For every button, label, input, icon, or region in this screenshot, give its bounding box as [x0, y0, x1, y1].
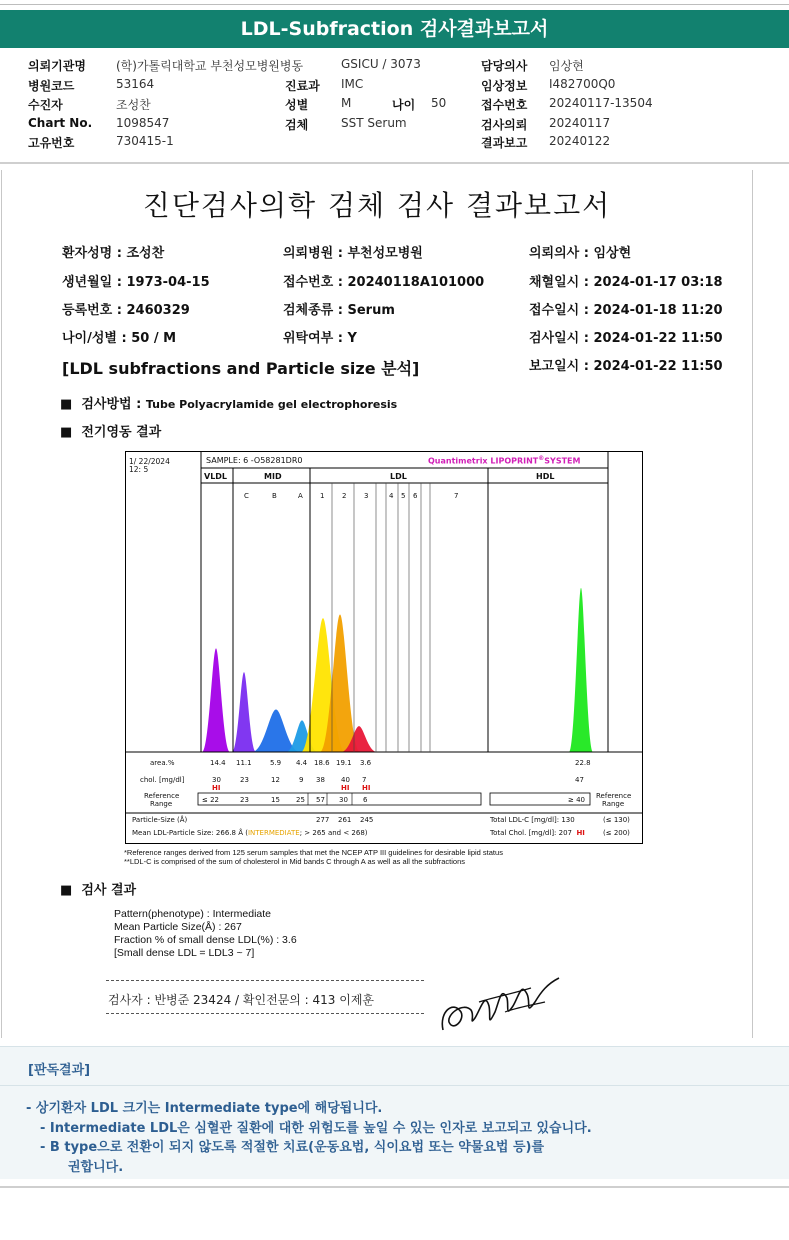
total-chol-line	[490, 829, 585, 837]
area-value: 4.4	[296, 759, 308, 767]
report-field: 생년월일 : 1973-04-15	[62, 275, 210, 290]
field-value: SST Serum	[341, 116, 407, 130]
field-label: 진료과	[285, 79, 320, 93]
band-label: 6	[413, 492, 418, 500]
verdict-line: - Intermediate LDL은 심혈관 질환에 대한 위험도를 높일 수 있는 인자로 보고되고 있습니다.	[40, 1121, 592, 1136]
band-header-mid: MID	[264, 472, 282, 481]
band-label: 1	[320, 492, 325, 500]
report-field: 등록번호 : 2460329	[62, 303, 190, 318]
report-field: 위탁여부 : Y	[283, 331, 357, 346]
top-rule	[0, 4, 789, 5]
method-line	[60, 393, 397, 412]
band-label: 5	[401, 492, 406, 500]
field-value: 20240117	[549, 116, 611, 130]
area-value: 18.6	[314, 759, 330, 767]
verdict-panel	[0, 1046, 789, 1179]
field-label: 검체	[285, 118, 309, 132]
field-label: 병원코드	[28, 79, 75, 93]
verdict-line: 권합니다.	[68, 1160, 124, 1175]
verdict-line: - 상기환자 LDL 크기는 Intermediate type에 해당됩니다.	[26, 1101, 383, 1116]
band-header-ldl: LDL	[390, 472, 407, 481]
electro-line	[60, 421, 161, 440]
bullet-icon: ■	[60, 883, 73, 898]
field-label: 담당의사	[481, 59, 528, 73]
bullet-icon: ■	[60, 397, 73, 412]
chart-brand	[428, 455, 580, 466]
field-label: 의뢰기관명	[28, 59, 86, 73]
brand-system: SYSTEM	[544, 456, 581, 466]
report-document	[1, 170, 753, 1038]
section-title: [LDL subfractions and Particle size 분석]	[62, 359, 420, 378]
ref-label-right: Range	[602, 800, 625, 808]
divider	[0, 162, 789, 164]
divider	[0, 1085, 789, 1086]
ref-label: Range	[150, 800, 173, 808]
signature-image	[435, 972, 565, 1042]
area-value: 5.9	[270, 759, 282, 767]
field-value: GSICU / 3073	[341, 57, 421, 71]
result-line: Mean Particle Size(Å) : 267	[114, 921, 242, 933]
curve-peak	[202, 648, 230, 752]
chart-time: 12: 5	[129, 465, 149, 474]
hi-flag: HI	[212, 784, 221, 792]
band-header-hdl: HDL	[536, 472, 555, 481]
chol-value: 7	[362, 776, 367, 784]
band-label: 7	[454, 492, 459, 500]
result-heading	[60, 879, 136, 898]
brand-reg: ®	[538, 455, 545, 462]
footnote: **LDL-C is comprised of the sum of cholesterol in Mid bands C through A as well as all the subfractions	[124, 857, 466, 866]
band-label: A	[298, 492, 303, 500]
report-field: 접수번호 : 20240118A101000	[283, 275, 485, 290]
field-value: 730415-1	[116, 134, 174, 148]
field-value: 50	[431, 96, 447, 110]
ref-value: 15	[271, 796, 280, 804]
area-value: 22.8	[575, 759, 591, 767]
field-label: 임상정보	[481, 79, 528, 93]
result-line: [Small dense LDL = LDL3 ~ 7]	[114, 947, 255, 959]
particle-label: Particle-Size (Å)	[132, 816, 188, 824]
mean-size-class: INTERMEDIATE	[247, 829, 300, 837]
band-label: 3	[364, 492, 369, 500]
verdict-title: [판독결과]	[28, 1063, 91, 1078]
mean-size-line	[132, 829, 368, 837]
report-field: 의뢰의사 : 임상현	[529, 246, 632, 261]
band-label: B	[272, 492, 277, 500]
field-value: (학)가톨릭대학교 부천성모병원병동	[116, 59, 304, 73]
ref-value: 30	[339, 796, 348, 804]
field-label: 수진자	[28, 98, 63, 112]
electrophoresis-chart	[125, 451, 643, 844]
ref-label: Reference	[144, 792, 180, 800]
chol-value: 30	[212, 776, 221, 784]
chol-value: 9	[299, 776, 304, 784]
field-value: 임상현	[549, 59, 584, 73]
chart-date: 1/ 22/2024	[129, 457, 170, 466]
field-value: 조성찬	[116, 98, 151, 112]
brand-text: Quantimetrix LIPOPRINT	[428, 456, 539, 466]
page-title: LDL-Subfraction 검사결과보고서	[0, 10, 789, 48]
total-ldl: Total LDL-C [mg/dl]: 130	[490, 816, 575, 824]
particle-value: 261	[338, 816, 352, 824]
ref-value: 25	[296, 796, 305, 804]
chart-svg	[126, 452, 642, 843]
ref-label-right: Reference	[596, 792, 632, 800]
area-value: 19.1	[336, 759, 352, 767]
signer-line: 검사자 : 반병준 23424 / 확인전문의 : 413 이제훈	[108, 993, 375, 1007]
report-field: 보고일시 : 2024-01-22 11:50	[529, 359, 723, 374]
chol-value: 23	[240, 776, 249, 784]
report-title: 진단검사의학 검체 검사 결과보고서	[142, 189, 612, 222]
chol-value: 40	[341, 776, 350, 784]
band-header-vldl: VLDL	[204, 472, 228, 481]
result-line: Pattern(phenotype) : Intermediate	[114, 908, 272, 920]
report-field: 접수일시 : 2024-01-18 11:20	[529, 303, 723, 318]
curve-layer	[202, 588, 593, 752]
particle-value: 245	[360, 816, 374, 824]
hi-flag: HI	[341, 784, 350, 792]
verdict-line: - B type으로 전환이 되지 않도록 적절한 치료(운동요법, 식이요법 또는 약물요법 등)를	[40, 1140, 545, 1155]
report-field: 검사일시 : 2024-01-22 11:50	[529, 331, 723, 346]
report-field: 나이/성별 : 50 / M	[62, 331, 177, 346]
hi-flag: HI	[362, 784, 371, 792]
field-label: 검사의뢰	[481, 118, 528, 132]
signer-rule	[106, 1013, 424, 1014]
field-value: I482700Q0	[549, 77, 616, 91]
field-value: M	[341, 96, 352, 110]
electro-label: 전기영동 결과	[81, 425, 162, 440]
bullet-icon: ■	[60, 425, 73, 440]
chol-value: 38	[316, 776, 325, 784]
band-label: C	[244, 492, 249, 500]
total-chol: Total Chol. [mg/dl]: 207	[490, 829, 572, 837]
ref-value: 57	[316, 796, 325, 804]
total-chol-ref: (≤ 200)	[603, 829, 630, 837]
area-value: 14.4	[210, 759, 226, 767]
result-label: 검사 결과	[81, 883, 137, 898]
chart-sample: SAMPLE: 6 -O58281DR0	[206, 456, 303, 465]
ref-value: 23	[240, 796, 249, 804]
field-label: 결과보고	[481, 136, 528, 150]
band-label: 4	[389, 492, 394, 500]
field-value: 20240117-13504	[549, 96, 653, 110]
method-label: 검사방법 :	[81, 397, 146, 412]
total-chol-hi: HI	[576, 829, 585, 837]
row-label-chol: chol. [mg/dl]	[140, 776, 185, 784]
field-label: 접수번호	[481, 98, 528, 112]
report-field: 채혈일시 : 2024-01-17 03:18	[529, 275, 723, 290]
particle-value: 277	[316, 816, 330, 824]
curve-peak	[232, 672, 256, 752]
band-label: 2	[342, 492, 347, 500]
signer-rule	[106, 980, 424, 981]
ref-value: ≤ 22	[202, 796, 219, 804]
footnote: *Reference ranges derived from 125 serum samples that met the NCEP ATP III guidelines for desirable lipid status	[124, 848, 503, 857]
report-field: 의뢰병원 : 부천성모병원	[283, 246, 423, 261]
field-value: 20240122	[549, 134, 611, 148]
divider	[0, 1186, 789, 1188]
report-field: 환자성명 : 조성찬	[62, 246, 165, 261]
result-line: Fraction % of small dense LDL(%) : 3.6	[114, 934, 297, 946]
report-field: 검체종류 : Serum	[283, 303, 395, 318]
chol-value: 47	[575, 776, 584, 784]
total-ldl-ref: (≤ 130)	[603, 816, 630, 824]
ref-value: 6	[363, 796, 368, 804]
area-value: 11.1	[236, 759, 252, 767]
field-value: IMC	[341, 77, 364, 91]
mean-size-label: Mean LDL-Particle Size: 266.8 Å (	[132, 829, 248, 837]
method-value: Tube Polyacrylamide gel electrophoresis	[145, 398, 398, 411]
hdl-ref-value: ≥ 40	[568, 796, 585, 804]
row-label-area: area.%	[150, 759, 175, 767]
field-label: 성별	[285, 98, 309, 112]
field-label: 고유번호	[28, 136, 75, 150]
curve-peak	[569, 588, 593, 752]
field-value: 1098547	[116, 116, 170, 130]
field-value: 53164	[116, 77, 155, 91]
area-value: 3.6	[360, 759, 372, 767]
chol-value: 12	[271, 776, 280, 784]
field-label: 나이	[392, 98, 416, 112]
field-label: Chart No.	[28, 116, 93, 130]
mean-size-tail: ; > 265 and < 268)	[299, 829, 368, 837]
